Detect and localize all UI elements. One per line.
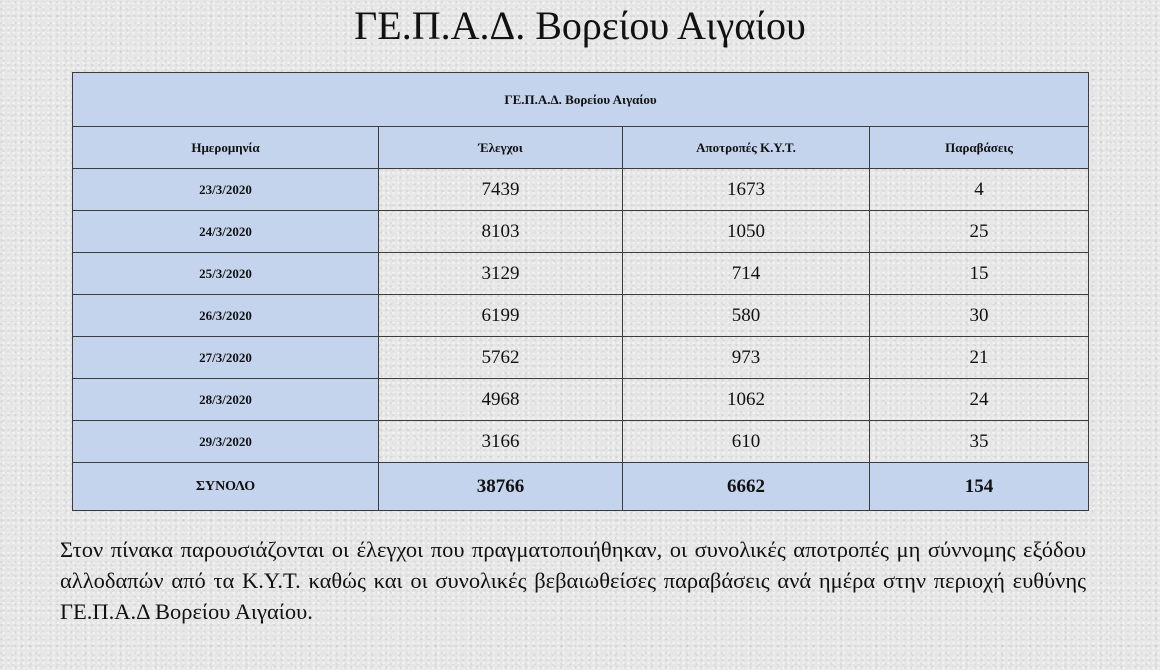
cell-date: 23/3/2020 <box>73 169 379 211</box>
table-caption-row <box>73 73 1089 127</box>
table-header-row <box>73 127 1089 169</box>
cell-deterrences: 580 <box>623 295 870 337</box>
cell-date: 26/3/2020 <box>73 295 379 337</box>
table-row <box>73 295 1089 337</box>
cell-checks: 3129 <box>379 253 623 295</box>
cell-deterrences: 1673 <box>623 169 870 211</box>
column-header-date: Ημερομηνία <box>73 127 379 169</box>
table-row <box>73 169 1089 211</box>
page-title: ΓΕ.Π.Α.Δ. Βορείου Αιγαίου <box>354 3 806 48</box>
table-total-row <box>73 463 1089 511</box>
cell-deterrences: 1062 <box>623 379 870 421</box>
cell-violations: 25 <box>870 211 1089 253</box>
table-row <box>73 379 1089 421</box>
description-paragraph: Στον πίνακα παρουσιάζονται οι έλεγχοι που πραγματοποιήθηκαν, οι συνολικές αποτροπές μη σύννομης εξόδου αλλοδαπών από τα Κ.Υ.Τ. καθώς και οι συνολικές βεβαιωθείσες παραβάσεις ανά ημέρα στην περιοχή ευθύνης ΓΕ.Π.Α.Δ Βορείου Αιγαίου. <box>60 537 1086 624</box>
cell-violations: 21 <box>870 337 1089 379</box>
total-deterrences: 6662 <box>623 463 870 511</box>
table-row <box>73 337 1089 379</box>
cell-checks: 7439 <box>379 169 623 211</box>
cell-checks: 3166 <box>379 421 623 463</box>
cell-date: 29/3/2020 <box>73 421 379 463</box>
table-row <box>73 253 1089 295</box>
cell-deterrences: 1050 <box>623 211 870 253</box>
column-header-deterrences: Αποτροπές Κ.Υ.Τ. <box>623 127 870 169</box>
cell-deterrences: 610 <box>623 421 870 463</box>
cell-violations: 15 <box>870 253 1089 295</box>
cell-checks: 8103 <box>379 211 623 253</box>
data-table <box>72 72 1089 511</box>
column-header-checks: Έλεγχοι <box>379 127 623 169</box>
table-row <box>73 421 1089 463</box>
total-label: ΣΥΝΟΛΟ <box>73 463 379 511</box>
cell-deterrences: 973 <box>623 337 870 379</box>
cell-date: 24/3/2020 <box>73 211 379 253</box>
column-header-violations: Παραβάσεις <box>870 127 1089 169</box>
total-checks: 38766 <box>379 463 623 511</box>
table-caption: ΓΕ.Π.Α.Δ. Βορείου Αιγαίου <box>73 73 1089 127</box>
cell-violations: 24 <box>870 379 1089 421</box>
cell-date: 28/3/2020 <box>73 379 379 421</box>
cell-checks: 5762 <box>379 337 623 379</box>
cell-violations: 35 <box>870 421 1089 463</box>
cell-date: 27/3/2020 <box>73 337 379 379</box>
cell-violations: 4 <box>870 169 1089 211</box>
table-row <box>73 211 1089 253</box>
cell-date: 25/3/2020 <box>73 253 379 295</box>
cell-checks: 4968 <box>379 379 623 421</box>
cell-checks: 6199 <box>379 295 623 337</box>
cell-deterrences: 714 <box>623 253 870 295</box>
cell-violations: 30 <box>870 295 1089 337</box>
total-violations: 154 <box>870 463 1089 511</box>
